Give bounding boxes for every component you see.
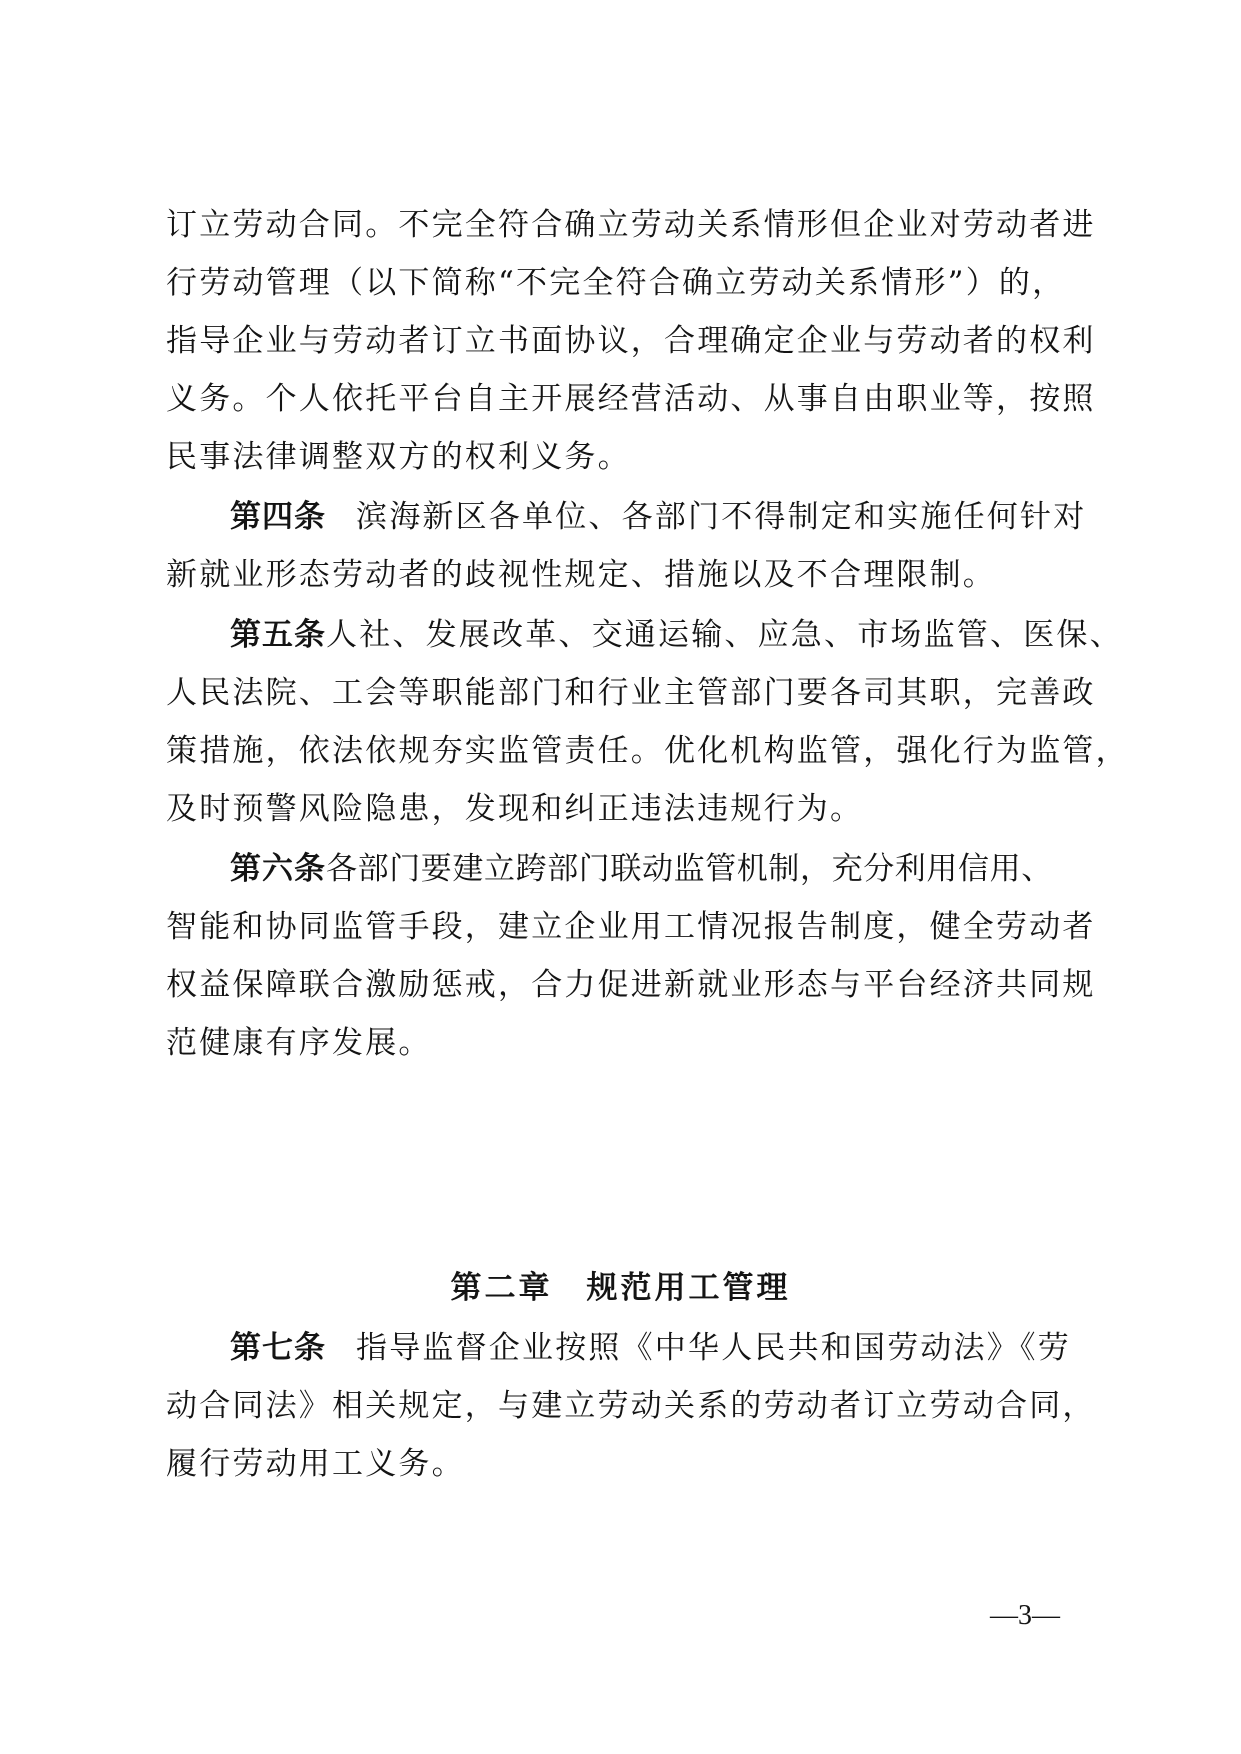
chapter-title: 第二章 规范用工管理 bbox=[450, 1270, 791, 1306]
body-text-line: 民事法律调整双方的权利义务。 bbox=[166, 439, 631, 475]
body-text-line: 指导企业与劳动者订立书面协议，合理确定企业与劳动者的权利 bbox=[166, 323, 1096, 359]
body-text-line: 义务。个人依托平台自主开展经营活动、从事自由职业等，按照 bbox=[166, 381, 1096, 417]
article-6-continuation-line: 权益保障联合激励惩戒，合力促进新就业形态与平台经济共同规 bbox=[166, 967, 1096, 1003]
body-text-line: 订立劳动合同。不完全符合确立劳动关系情形但企业对劳动者进 bbox=[166, 207, 1096, 243]
article-6-first-line bbox=[230, 844, 1081, 894]
body-text-line: 行劳动管理（以下简称“不完全符合确立劳动关系情形”）的， bbox=[166, 265, 1066, 301]
article-5-text: 人社、发展改革、交通运输、应急、市场监管、医保、 bbox=[326, 617, 1123, 653]
article-4-label: 第四条 bbox=[230, 499, 326, 535]
page-number: —3— bbox=[990, 1600, 1060, 1631]
article-7-first-line bbox=[230, 1323, 1081, 1373]
article-7-text: 指导监督企业按照《中华人民共和国劳动法》《劳 bbox=[356, 1330, 1071, 1366]
article-7-continuation-line: 动合同法》相关规定，与建立劳动关系的劳动者订立劳动合同， bbox=[166, 1388, 1096, 1424]
article-5-continuation-line: 策措施，依法依规夯实监管责任。优化机构监管，强化行为监管， bbox=[166, 733, 1129, 769]
article-5-label: 第五条 bbox=[230, 617, 326, 653]
article-6-label: 第六条 bbox=[230, 851, 326, 887]
article-5-continuation-line: 及时预警风险隐患，发现和纠正违法违规行为。 bbox=[166, 791, 864, 827]
article-4-text: 滨海新区各单位、各部门不得制定和实施任何针对 bbox=[356, 499, 1087, 535]
article-7-label: 第七条 bbox=[230, 1330, 326, 1366]
article-6-text: 各部门要建立跨部门联动监管机制，充分利用信用、 bbox=[326, 851, 1053, 887]
article-5-first-line bbox=[230, 610, 1123, 660]
article-5-continuation-line: 人民法院、工会等职能部门和行业主管部门要各司其职，完善政 bbox=[166, 675, 1096, 711]
article-4-first-line bbox=[230, 492, 1087, 542]
article-6-continuation-line: 范健康有序发展。 bbox=[166, 1025, 432, 1061]
article-6-continuation-line: 智能和协同监管手段，建立企业用工情况报告制度，健全劳动者 bbox=[166, 909, 1096, 945]
article-7-continuation-line: 履行劳动用工义务。 bbox=[166, 1446, 465, 1482]
article-4-continuation-line: 新就业形态劳动者的歧视性规定、措施以及不合理限制。 bbox=[166, 557, 996, 593]
